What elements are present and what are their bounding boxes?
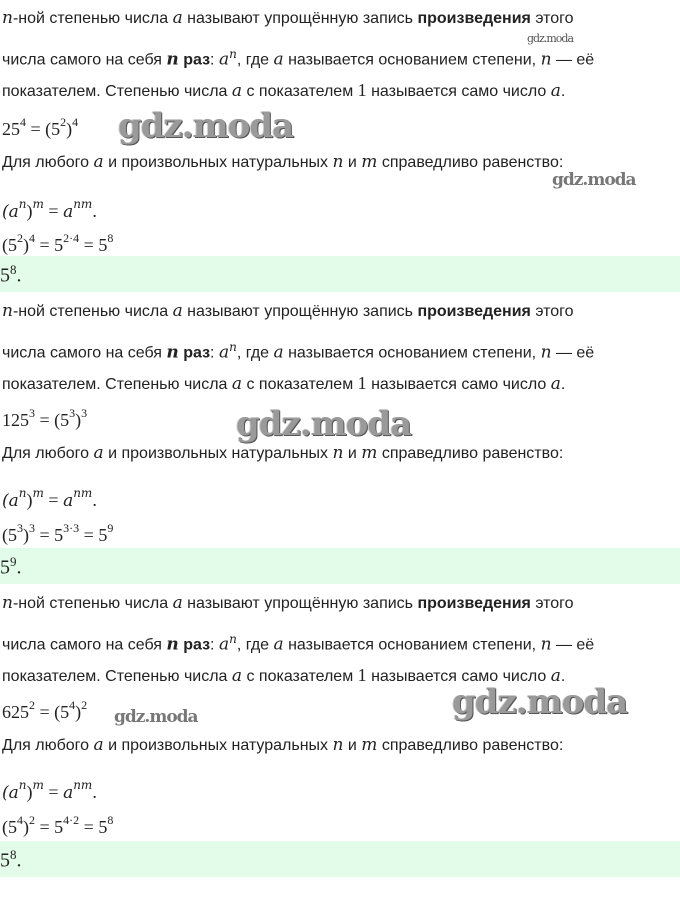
- definition-line-2: числа самого на себя n раз: $a^n$, где a называется основанием степени, n — её: [2, 340, 595, 363]
- definition-line-2: числа самого на себя n раз: $a^n$, где a называется основанием степени, n — её: [2, 47, 595, 70]
- definition-line-3: показателем. Степенью числа a с показателем 1 называется само число a.: [2, 665, 566, 686]
- definition-line-1: n-ной степенью числа a называют упрощённую запись произведения этого: [2, 593, 574, 613]
- answer-2: $5^9$.: [0, 554, 22, 579]
- rule-line-3: Для любого a и произвольных натуральных n и m справедливо равенство:: [2, 735, 564, 755]
- computation-1: $(5^2)^4 = 5^{2\cdot 4} = 5^8$: [2, 231, 114, 255]
- definition-line-1: n-ной степенью числа a называют упрощённую запись произведения этого: [2, 8, 574, 28]
- general-formula-1: $(a^n)^m = a^{nm}$.: [2, 197, 97, 222]
- watermark-logo: gdz.moda: [114, 707, 198, 727]
- computation-3: $(5^4)^2 = 5^{4\cdot 2} = 5^8$: [2, 813, 114, 837]
- power-rewrite-1: $25^4 = (5^2)^4$: [2, 115, 79, 139]
- power-rewrite-3: $625^2 = (5^4)^2$: [2, 698, 88, 722]
- answer-1: $5^8$.: [0, 262, 22, 287]
- definition-line-3: показателем. Степенью числа a с показателем 1 называется само число a.: [2, 80, 566, 101]
- answer-3: $5^8$.: [0, 847, 22, 872]
- general-formula-2: $(a^n)^m = a^{nm}$.: [2, 486, 97, 511]
- watermark-logo: gdz.moda: [118, 106, 294, 146]
- computation-2: $(5^3)^3 = 5^{3\cdot 3} = 5^9$: [2, 521, 114, 545]
- definition-line-3: показателем. Степенью числа a с показателем 1 называется само число a.: [2, 373, 566, 394]
- watermark-logo: gdz.moda: [552, 170, 636, 190]
- answer-box-3: [0, 841, 680, 877]
- rule-line-1: Для любого a и произвольных натуральных n и m справедливо равенство:: [2, 152, 564, 172]
- rule-line-2: Для любого a и произвольных натуральных n и m справедливо равенство:: [2, 443, 564, 463]
- power-rewrite-2: $125^3 = (5^3)^3$: [2, 406, 88, 430]
- definition-line-1: n-ной степенью числа a называют упрощённую запись произведения этого: [2, 301, 574, 321]
- general-formula-3: $(a^n)^m = a^{nm}$.: [2, 778, 97, 803]
- definition-line-2: числа самого на себя n раз: $a^n$, где a называется основанием степени, n — её: [2, 632, 595, 655]
- answer-box-2: [0, 548, 680, 584]
- watermark-logo: gdz.moda: [452, 682, 628, 722]
- watermark-logo: gdz.moda: [527, 32, 574, 45]
- answer-box-1: [0, 256, 680, 292]
- watermark-logo: gdz.moda: [236, 404, 412, 444]
